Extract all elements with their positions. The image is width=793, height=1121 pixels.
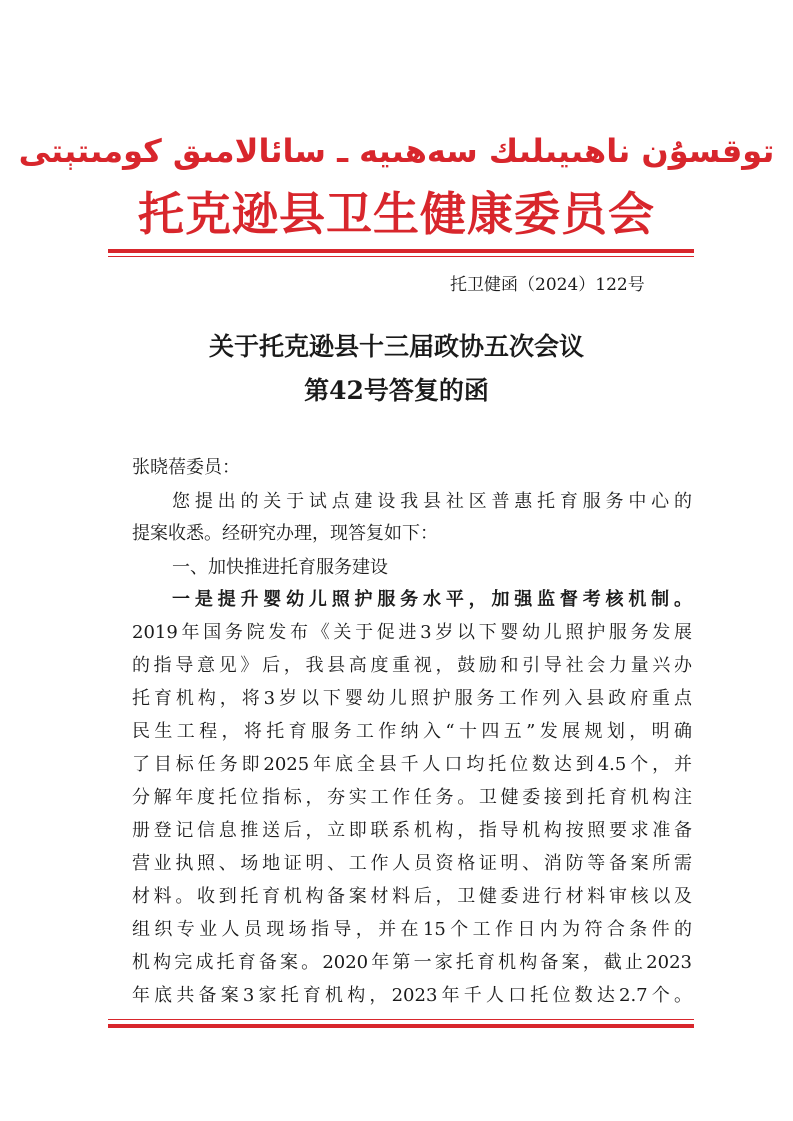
body-line: 分解年度托位指标，夯实工作任务。卫健委接到托育机构注 xyxy=(132,787,692,808)
body-line: 的指导意见》后，我县高度重视，鼓励和引导社会力量兴办 xyxy=(132,655,692,676)
body-line: 机构完成托育备案。2020年第一家托育机构备案，截止2023 xyxy=(132,952,692,973)
body-line: 2019年国务院发布《关于促进3岁以下婴幼儿照护服务发展 xyxy=(132,622,692,643)
sub-heading: 一是提升婴幼儿照护服务水平，加强监督考核机制。 xyxy=(172,589,692,610)
document-title-line-1: 关于托克逊县十三届政协五次会议 xyxy=(208,332,584,361)
salutation: 张晓蓓委员： xyxy=(132,457,240,478)
uyghur-org-title: توقسۇن ناھىيىلىك سەھىيە ـ سائالامىق كومىتېتى xyxy=(18,132,775,170)
body-line: 组织专业人员现场指导，并在15个工作日内为符合条件的 xyxy=(132,919,692,940)
body-line: 您提出的关于试点建设我县社区普惠托育服务中心的 xyxy=(172,491,692,512)
body-line: 营业执照、场地证明、工作人员资格证明、消防等备案所需 xyxy=(132,853,692,874)
footer-divider-thick xyxy=(108,1024,694,1028)
body-line: 托育机构，将3岁以下婴幼儿照护服务工作列入县政府重点 xyxy=(132,688,692,709)
body-line: 了目标任务即2025年底全县千人口均托位数达到4.5个，并 xyxy=(132,754,692,775)
header-divider-thin xyxy=(108,256,694,257)
section-heading: 一、加快推进托育服务建设 xyxy=(172,557,388,578)
body-line: 册登记信息推送后，立即联系机构，指导机构按照要求准备 xyxy=(132,820,692,841)
header-divider-thick xyxy=(108,249,694,253)
document-number: 托卫健函（2024）122号 xyxy=(450,275,645,295)
body-line: 民生工程，将托育服务工作纳入“十四五”发展规划，明确 xyxy=(132,721,692,742)
body-line: 材料。收到托育机构备案材料后，卫健委进行材料审核以及 xyxy=(132,886,692,907)
document-title-line-2: 第42号答复的函 xyxy=(304,376,489,405)
footer-divider-thin xyxy=(108,1019,694,1020)
body-line: 提案收悉。经研究办理，现答复如下： xyxy=(132,523,438,544)
org-name: 托克逊县卫生健康委员会 xyxy=(138,187,655,241)
body-line: 年底共备案3家托育机构，2023年千人口托位数达2.7个。 xyxy=(132,985,692,1006)
